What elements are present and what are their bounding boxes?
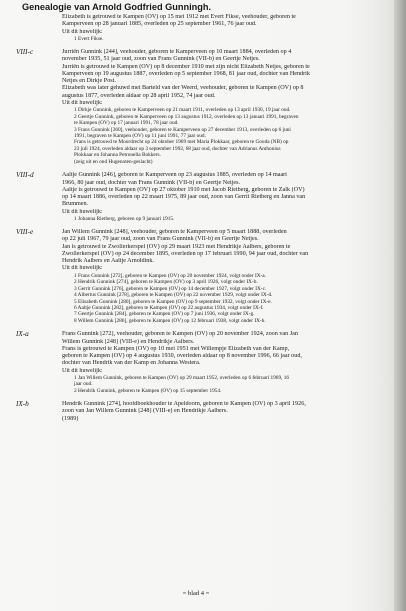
text-line: Hendrik Gunnink [274], hoofdboekhouder te Apeldoorn, geboren te Kampen (OV) op 3 april 1926, bbox=[62, 401, 306, 408]
text-line: Elizabeth is getrouwd te Kampen (OV) op 15 mei 1912 met Evert Fikse, veehouder, geboren te bbox=[62, 14, 296, 20]
entry-viii-d bbox=[16, 172, 396, 222]
text-line: Kamperveen op 28 januari 1885, overleden op 25 september 1961, 76 jaar oud. bbox=[62, 21, 257, 28]
text-line: Uit dit huwelijk: bbox=[62, 99, 103, 106]
text-line: Jurriën is getrouwd te Kampen (OV) op 8 december 1910 met zijn nicht Elizabeth Netjes, geboren te bbox=[62, 63, 310, 70]
child-entry: 23 juli 1924, overleden aldaar op 3 september 1992, 68 jaar oud, dochter van Adrianus Anthonius bbox=[74, 145, 281, 152]
intro-block bbox=[16, 14, 396, 42]
child-entry: te Kampen (OV) op 17 januari 1991, 78 jaar oud. bbox=[74, 120, 179, 127]
generation-label: VIII-e bbox=[16, 228, 34, 237]
child-entry: 3 Frans Gunnink [360], veehouder, geboren te Kamperveen op 27 december 1913, overleden op 6 juni bbox=[74, 126, 291, 133]
child-entry: 2 Geertje Gunnink, geboren te Kamperveen op 13 augustus 1912, overleden op 13 januari 1991, begraven bbox=[74, 113, 299, 120]
text-line: Jan Willem Gunnink [248], veehouder, geboren te Kamperveen op 5 maart 1888, overleden bbox=[62, 229, 287, 236]
text-line: Uit dit huwelijk: bbox=[62, 28, 103, 35]
text-line: Jan is getrouwd te Zwollerkerspel (OV) op 29 maart 1923 met Hendrikje Aalbers, geboren te bbox=[62, 243, 291, 250]
text-line: Netjes en Dirkje Post. bbox=[62, 78, 116, 85]
text-line: Frans is getrouwd te Kampen (OV) op 10 mei 1951 met Willempje Elizabeth van der Kamp, bbox=[62, 345, 290, 352]
text-line: Aaltje is getrouwd te Kampen (OV) op 27 oktober 1910 met Jacob Rietberg, geboren te Zalk (OV) bbox=[62, 186, 305, 193]
child-entry: jaar oud. bbox=[74, 381, 93, 388]
text-line: Jurriën Gunnink [244], veehouder, geboren te Kamperveen op 10 maart 1884, overleden op 4 bbox=[62, 49, 292, 56]
text-line: augustus 1877, overleden aldaar op 28 april 1952, 74 jaar oud. bbox=[62, 92, 216, 99]
entry-ix-b bbox=[16, 401, 396, 423]
child-entry: 1 Dirkje Gunnink, geboren te Kamperveen op 21 maart 1911, overleden op 13 april 1930, 19 jaar oud. bbox=[74, 107, 291, 114]
child-entry: 1 Frans Gunnink [272], geboren te Kampen (OV) op 20 november 1924, volgt onder IX-a. bbox=[74, 272, 266, 279]
entry-viii-c bbox=[16, 49, 396, 165]
child-entry: Plokkaar en Johanna Petronella Bokkers. bbox=[74, 152, 161, 159]
child-entry: 6 Aaltje Gunnink [282], geboren te Kampen (OV) op 22 augustus 1934, volgt onder IX-f. bbox=[74, 305, 264, 311]
text-line: zoon van Jan Willem Gunnink [248] (VIII-e) en Hendrikje Aalbers. bbox=[62, 408, 228, 415]
text-line: Brummen. bbox=[62, 201, 89, 208]
child-entry: 1 Johanna Rietberg, geboren op 9 januari 1915. bbox=[74, 215, 175, 222]
text-line: op 14 maart 1886, overleden op 22 maart 1975, 89 jaar oud, zoon van Gerrit Rietberg en Janna van bbox=[62, 194, 306, 201]
text-line: Willem Gunnink [248] (VIII-e) en Hendrikje Aalbers. bbox=[62, 338, 195, 345]
child-entry: 1 Jan Willem Gunnink, geboren te Kampen (OV) op 29 maart 1952, overleden op 6 februari 1969, 16 bbox=[74, 374, 290, 381]
child-entry: 2 Hendrik Gunnink, geboren te Kampen (OV) op 15 september 1954. bbox=[74, 387, 222, 394]
text-line: geboren te Kampen (OV) op 4 augustus 1930, overleden aldaar op 8 november 1996, 66 jaar oud, bbox=[62, 353, 302, 360]
generation-label: VIII-c bbox=[16, 48, 34, 57]
child-entry: (zeig uit en ond Hugenoten-geslacht) bbox=[74, 158, 153, 165]
child-entry: 4 Albertus Gunnink [278], geboren te Kampen (OV) op 22 november 1929, volgt onder IX-d. bbox=[74, 292, 273, 299]
child-entry: 2 Hendrik Gunnink [274], geboren te Kampen (OV) op 3 april 1926, volgt onder IX-b. bbox=[74, 279, 258, 286]
text-line: (1989) bbox=[62, 415, 79, 422]
text-line: Uit dit huwelijk: bbox=[62, 208, 103, 215]
text-line: Uit dit huwelijk: bbox=[62, 367, 103, 374]
page-header: Genealogie van Arnold Godfried Gunningh. bbox=[22, 2, 212, 12]
text-line: Kamperveen op 19 augustus 1887, overleden op 5 september 1968, 81 jaar oud, dochter van Hendrik bbox=[62, 70, 310, 77]
generation-label: VIII-d bbox=[16, 171, 34, 180]
child-entry: Frans is getrouwd te Moordrecht op 24 oktober 1969 met Maria Plokkaar, geboren te Gouda (NB) op bbox=[74, 139, 289, 146]
entry-ix-a bbox=[16, 331, 396, 394]
text-line: op 22 juli 1967, 79 jaar oud, zoon van Frans Gunnink (VII-b) en Geertje Netjes. bbox=[62, 236, 259, 243]
child-entry: 7 Geertje Gunnink [284], geboren te Kampen (OV) op 7 juni 1936, volgt onder IX-g. bbox=[74, 311, 255, 318]
child-entry: 8 Willem Gunnink [286], geboren te Kampen (OV) op 12 februari 1938, volgt onder IX-h. bbox=[74, 317, 266, 324]
text-line: dochter van Hendrik van der Kamp en Johanna Westera. bbox=[62, 360, 201, 367]
generation-label: IX-a bbox=[16, 330, 29, 339]
text-line: november 1935, 51 jaar oud, zoon van Frans Gunnink (VII-b) en Geertje Netjes. bbox=[62, 56, 260, 63]
text-line: Hendrik Aalbers en Aaltje Arnoldink. bbox=[62, 258, 154, 265]
child-entry: 5 Elisabeth Gunnink [280], geboren te Kampen (OV) op 9 september 1932, volgt onder IX-e. bbox=[74, 298, 272, 305]
text-line: Zwollerkerspel (OV) op 24 december 1895, overleden op 17 februari 1990, 94 jaar oud, dochter van bbox=[62, 250, 309, 257]
child-entry: 1 Evert Fikse. bbox=[74, 35, 104, 42]
entry-viii-e bbox=[16, 229, 396, 324]
text-line: Elizabeth was later gehuwd met Barteld van der Weerd, veehouder, geboren te Kampen (OV) op 8 bbox=[62, 85, 304, 92]
text-line: 1966, 80 jaar oud, dochter van Frans Gunnink (VII-b) en Geertje Netjes. bbox=[62, 179, 241, 186]
page-footer: = blad 4 = bbox=[182, 590, 210, 597]
generation-label: IX-b bbox=[16, 400, 29, 409]
text-line: Aaltje Gunnink [246], geboren te Kamperveen op 23 augustus 1885, overleden op 14 maart bbox=[62, 172, 287, 179]
text-line: Uit dit huwelijk: bbox=[62, 265, 103, 272]
child-entry: 1991, begraven te Kampen (OV) op 11 juni 1991, 77 jaar oud. bbox=[74, 133, 206, 140]
document-body bbox=[16, 14, 396, 423]
child-entry: 3 Gerrit Gunnink [276], geboren te Kampen (OV) op 14 december 1927, volgt onder IX-c. bbox=[74, 285, 267, 292]
text-line: Frans Gunnink [272], veehouder, geboren te Kampen (OV) op 20 november 1924, zoon van Jan bbox=[62, 331, 298, 338]
